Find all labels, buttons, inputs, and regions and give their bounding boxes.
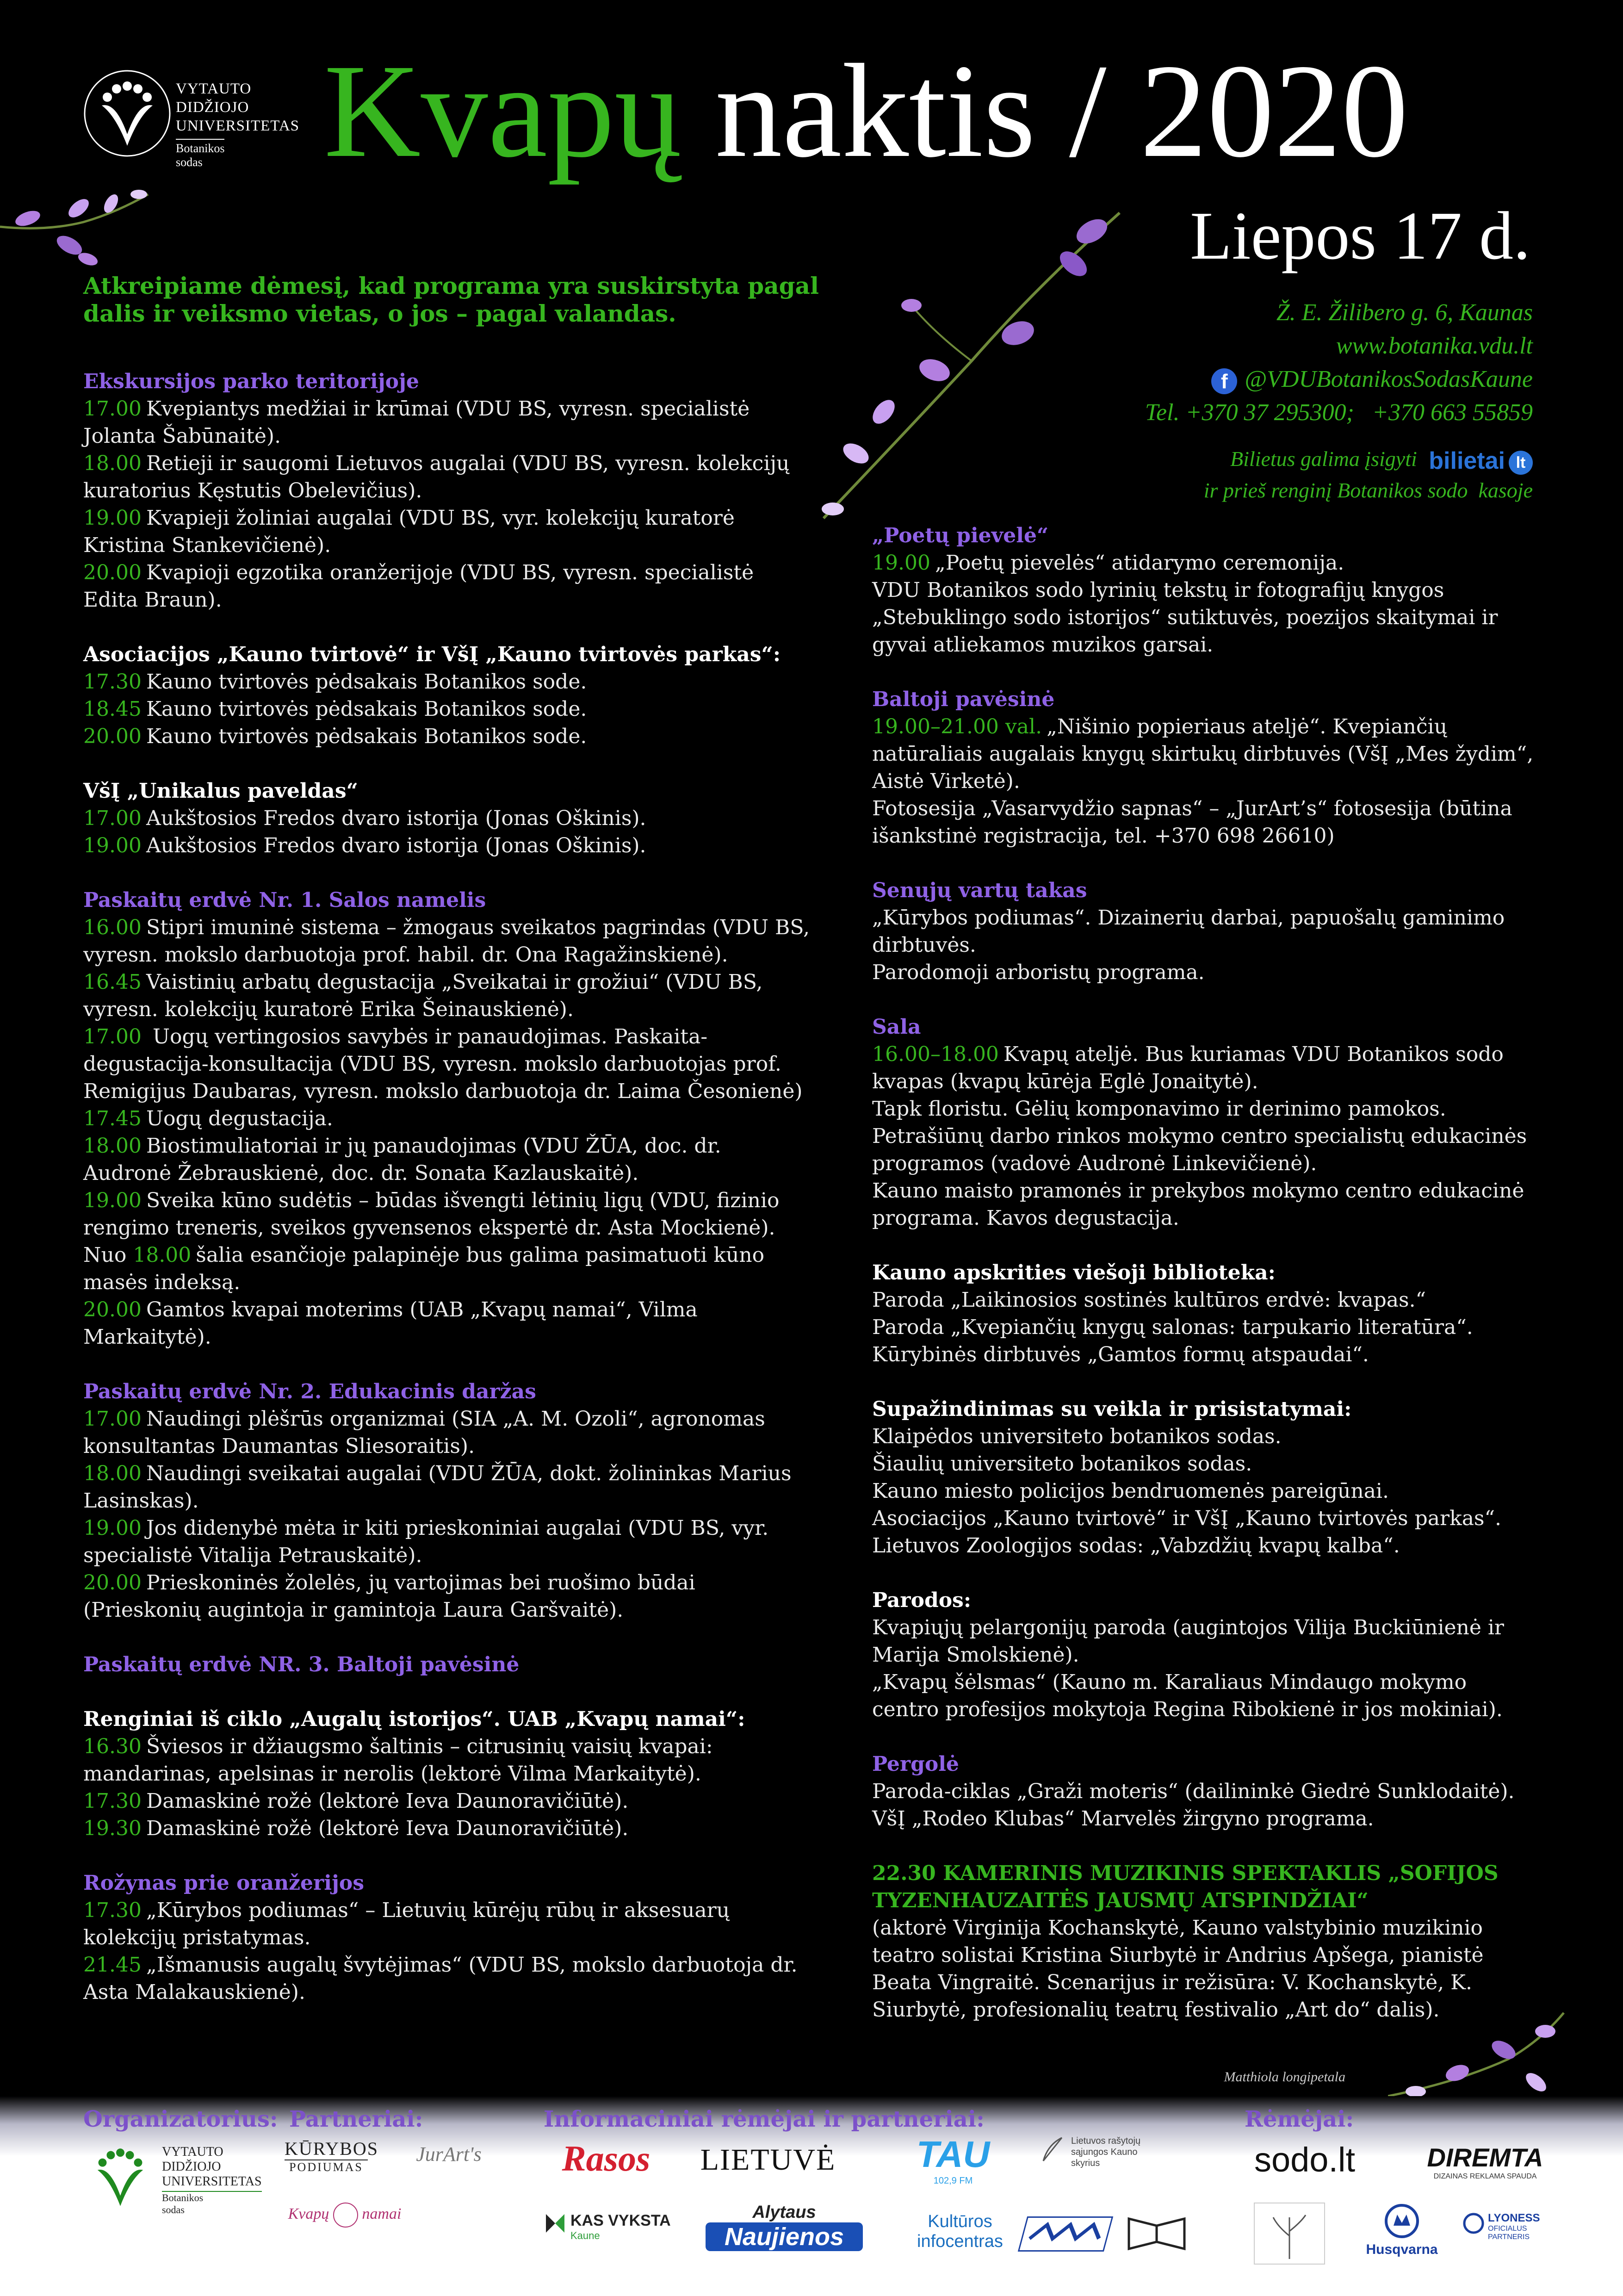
phones: Tel. +370 37 295300; +370 663 55859	[1145, 399, 1533, 426]
program-entry	[83, 1514, 814, 1569]
entry-time: 21.45	[83, 1953, 142, 1977]
entry-text: Petrašiūnų darbo rinkos mokymo centro specialistų edukacinės programos (vadovė Audronė Linkevičienė).	[872, 1124, 1527, 1175]
entry-time: 20.00	[83, 561, 142, 584]
alytaus-naujienos-logo[interactable]	[706, 2203, 863, 2251]
entry-time: 19.00	[83, 1516, 142, 1540]
section-title: Baltoji pavėsinė	[872, 688, 1055, 711]
entry-time: 16.45	[83, 970, 142, 994]
entry-time: 17.00	[83, 397, 142, 421]
program-section	[83, 1651, 814, 1678]
program-section	[83, 1378, 814, 1624]
program-entry	[872, 549, 1534, 577]
tau-text: TAU	[916, 2134, 990, 2175]
lyoness-text: LYONESS	[1488, 2212, 1540, 2224]
entry-time: 17.30	[83, 670, 142, 694]
media-partner-mvi-logo[interactable]	[1018, 2216, 1113, 2252]
lyoness-sub: OFICIALUS PARTNERIS	[1488, 2225, 1530, 2241]
program-notice: Atkreipiame dėmesį, kad programa yra suskirstyta pagal dalis ir veiksmo vietas, o jos – pagal valandas.	[83, 272, 819, 327]
program-section	[83, 1706, 814, 1842]
section-title: Parodos:	[872, 1589, 972, 1612]
entry-time: 17.00	[83, 807, 142, 830]
rasytoju-text: Lietuvos rašytojų sąjungos Kauno skyrius	[1071, 2136, 1141, 2168]
address: Ž. E. Žilibero g. 6, Kaunas	[1276, 299, 1533, 326]
entry-text: Biostimuliatoriai ir jų panaudojimas (VDU ŽŪA, doc. dr. Audronė Žebrauskienė, doc. dr. Sonata Kazlauskaitė).	[83, 1134, 721, 1185]
diremta-logo[interactable]	[1416, 2142, 1555, 2181]
bilietai-lt-badge: lt	[1509, 451, 1533, 475]
program-section	[872, 1587, 1534, 1723]
program-entry	[83, 668, 814, 695]
program-entry	[83, 559, 814, 614]
organizer-label: Organizatorius:	[83, 2106, 278, 2132]
partners-label: Partneriai:	[289, 2106, 423, 2132]
organizer-logo[interactable]	[81, 2138, 275, 2230]
section-title: Supažindinimas su veikla ir prisistatymai:	[872, 1397, 1352, 1421]
vdu-footer-emblem-icon	[81, 2138, 160, 2216]
entry-text: „Išmanusis augalų švytėjimas“ (VDU BS, mokslo darbuotoja dr. Asta Malakauskienė).	[83, 1953, 798, 2004]
kas-vyksta-icon	[544, 2212, 567, 2235]
rasytoju-sajunga-logo[interactable]	[1039, 2135, 1159, 2169]
page-title	[324, 37, 1408, 185]
org-line-3: UNIVERSITETAS	[162, 2174, 262, 2189]
jurarts-logo[interactable]: JurArt's	[416, 2143, 482, 2166]
entry-text: Asociacijos „Kauno tvirtovė“ ir VšĮ „Kauno tvirtovės parkas“.	[872, 1507, 1501, 1530]
entry-time: 17.00	[83, 1407, 142, 1431]
logo-line-2: DIDŽIOJO	[176, 99, 249, 116]
entry-time: 17.30	[83, 1899, 142, 1922]
program-entry	[83, 1187, 814, 1241]
entry-text: Kauno maisto pramonės ir prekybos mokymo centro edukacinė programa. Kavos degustacija.	[872, 1179, 1524, 1230]
section-title: Renginiai iš ciklo „Augalų istorijos“. UAB „Kvapų namai“:	[83, 1707, 745, 1731]
program-entry	[83, 1733, 814, 1787]
kvapu-text: Kvapų	[288, 2205, 329, 2222]
program-entry	[83, 1023, 814, 1105]
program-section	[872, 1396, 1534, 1559]
program-entry	[83, 1897, 814, 1951]
entry-text: „Kūrybos podiumas“ – Lietuvių kūrėjų rūbų ir aksesuarų kolekcijų pristatymas.	[83, 1899, 730, 1949]
entry-text: Kvapiųjų pelargonijų paroda (augintojos Vilija Buckiūnienė ir Marija Smolskienė).	[872, 1616, 1504, 1667]
program-entry	[872, 1505, 1534, 1532]
lyoness-logo[interactable]	[1462, 2212, 1555, 2241]
kaune-text: Kaune	[570, 2230, 600, 2241]
diremta-text: DIREMTA	[1427, 2143, 1543, 2172]
vdu-logo	[83, 69, 315, 169]
entry-time: 19.00	[83, 506, 142, 530]
logo-line-1: VYTAUTO	[176, 81, 252, 97]
sodo-lt-logo[interactable]: sodo.lt	[1254, 2141, 1356, 2179]
program-section	[872, 877, 1534, 986]
namai-text: namai	[362, 2205, 402, 2222]
entry-time: 17.00	[83, 1025, 142, 1049]
program-entry	[872, 1532, 1534, 1559]
program-entry	[83, 1569, 814, 1624]
program-entry	[83, 1787, 814, 1815]
entry-text: Kvapioji egzotika oranžerijoje (VDU BS, vyresn. specialistė Edita Braun).	[83, 561, 754, 612]
flower-sprig-center-icon	[796, 194, 1147, 527]
section-title: Ekskursijos parko teritorijoje	[83, 370, 419, 393]
entry-time: 16.00	[83, 916, 142, 939]
section-title: Kauno apskrities viešoji biblioteka:	[872, 1261, 1276, 1285]
section-title: Paskaitų erdvė Nr. 2. Edukacinis daržas	[83, 1380, 536, 1403]
program-entry	[83, 805, 814, 832]
lyoness-icon	[1462, 2212, 1485, 2235]
naujienos-text: Naujienos	[706, 2222, 863, 2251]
entry-time: 17.45	[83, 1107, 142, 1130]
entry-text: Paroda „Kvepiančių knygų salonas: tarpukario literatūra“.	[872, 1316, 1473, 1339]
org-line-5: sodas	[162, 2204, 185, 2215]
program-section	[872, 1750, 1534, 1832]
program-entry	[872, 1177, 1534, 1232]
sponsors-label: Rėmėjai:	[1245, 2106, 1354, 2132]
section-title: Rožynas prie oranžerijos	[83, 1871, 364, 1895]
plant-icon	[1255, 2203, 1324, 2264]
entry-time: 20.00	[83, 1298, 142, 1322]
org-line-2: DIDŽIOJO	[162, 2159, 221, 2174]
entry-text: šalia esančioje palapinėje bus galima pasimatuoti kūno masės indeksą.	[83, 1243, 765, 1294]
entry-text: Klaipėdos universiteto botanikos sodas.	[872, 1425, 1282, 1448]
program-entry	[872, 1041, 1534, 1095]
event-date: Liepos 17 d.	[1190, 198, 1530, 274]
infocentras-text: infocentras	[917, 2232, 1003, 2251]
program-entry	[83, 450, 814, 504]
kas-vyksta-text: KAS VYKSTA	[570, 2212, 671, 2229]
section-title: 22.30 KAMERINIS MUZIKINIS SPEKTAKLIS „SOFIJOS TYZENHAUZAITĖS JAUSMŲ ATSPINDŽIAI“	[872, 1862, 1499, 1912]
program-entry	[83, 968, 814, 1023]
entry-text: Fotosesija „Vasarvydžio sapnas“ – „JurArt’s“ fotosesija (būtina išankstinė registracija, tel. +370 698 26610)	[872, 797, 1512, 848]
program-section	[83, 641, 814, 750]
entry-time: 18.45	[83, 697, 142, 721]
program-entry	[872, 577, 1534, 658]
program-section	[872, 522, 1534, 658]
program-entry	[83, 1815, 814, 1842]
program-entry	[872, 1341, 1534, 1368]
media-partners-label: Informaciniai rėmėjai ir partneriai:	[544, 2106, 985, 2132]
entry-time: 18.00	[133, 1243, 192, 1267]
kulturos-infocentras-logo[interactable]	[900, 2212, 1020, 2252]
entry-time: 19.00	[83, 834, 142, 857]
entry-text: Kvepiantys medžiai ir krūmai (VDU BS, vyresn. specialistė Jolanta Šabūnaitė).	[83, 397, 750, 448]
section-title: VšĮ „Unikalus paveldas“	[83, 779, 358, 803]
section-title: Asociacijos „Kauno tvirtovė“ ir VšĮ „Kauno tvirtovės parkas“:	[83, 643, 781, 666]
program-entry	[83, 1105, 814, 1132]
entry-text: Šviesos ir džiaugsmo šaltinis – citrusinių vaisių kvapai: mandarinas, apelsinas ir nerolis (lektorė Vilma Markaitytė).	[83, 1735, 713, 1786]
program-entry	[83, 723, 814, 750]
entry-text: Damaskinė rožė (lektorė Ieva Daunoravičiūtė).	[146, 1817, 629, 1840]
husqvarna-logo[interactable]	[1351, 2203, 1453, 2258]
bilietai-brand: bilietai	[1429, 447, 1505, 475]
lietuve-logo[interactable]: LIETUVĖ	[700, 2143, 836, 2177]
program-entry	[872, 959, 1534, 986]
logo-sub-1: Botanikos	[176, 142, 225, 155]
program-entry	[872, 1095, 1534, 1123]
program-section	[872, 686, 1534, 850]
program-entry	[83, 1460, 814, 1514]
entry-time: 19.30	[83, 1817, 142, 1840]
program-section	[83, 887, 814, 1351]
section-title: Paskaitų erdvė NR. 3. Baltoji pavėsinė	[83, 1653, 520, 1676]
entry-text: Kvapų ateljė. Bus kuriamas VDU Botanikos sodo kvapas (kvapų kūrėja Eglė Jonaitytė).	[872, 1043, 1504, 1093]
entry-text: „Kūrybos podiumas“. Dizainerių darbai, papuošalų gaminimo dirbtuvės.	[872, 906, 1505, 957]
program-entry	[83, 1132, 814, 1187]
entry-time: 16.00–18.00	[872, 1043, 999, 1066]
podiumas-text: PODIUMAS	[285, 2159, 368, 2174]
entry-prefix: Nuo	[83, 1243, 133, 1267]
website-link[interactable]: www.botanika.vdu.lt	[1336, 333, 1533, 359]
entry-text: Kauno tvirtovės pėdsakais Botanikos sode.	[146, 697, 587, 721]
program-entry	[83, 1951, 814, 2006]
program-entry	[872, 1286, 1534, 1314]
entry-time: 17.30	[83, 1789, 142, 1813]
section-title: Senųjų vartų takas	[872, 879, 1087, 902]
flower-sprig-left-icon	[0, 176, 153, 282]
entry-text: Damaskinė rožė (lektorė Ieva Daunoravičiūtė).	[146, 1789, 629, 1813]
program-entry	[872, 1450, 1534, 1477]
kvapu-namai-logo[interactable]	[285, 2203, 405, 2228]
entry-time: 19.00	[83, 1189, 142, 1212]
entry-time: 18.00	[83, 452, 142, 475]
entry-text: (aktorė Virginija Kochanskytė, Kauno valstybinio muzikinio teatro solistai Kristina Siurbytė ir Andrius Apšega, pianistė Beata Vingraitė. Scenarijus ir režisūra: V. Kochanskytė, K. Siurbytė, profesionalių teatrų festivalio „Art do“ dalis).	[872, 1916, 1484, 2022]
entry-text: Kauno tvirtovės pėdsakais Botanikos sode.	[146, 670, 587, 694]
entry-text: „Poetų pievelės“ atidarymo ceremonija.	[935, 551, 1344, 575]
program-section	[872, 1013, 1534, 1232]
tau-frequency: 102,9 FM	[933, 2176, 973, 2186]
alytaus-text: Alytaus	[752, 2203, 816, 2222]
entry-time: 19.00–21.00 val.	[872, 715, 1042, 738]
program-entry	[872, 1614, 1534, 1669]
entry-time: 20.00	[83, 725, 142, 748]
kurybos-podiumas-logo[interactable]	[285, 2138, 378, 2174]
diremta-sub: DIZAINAS REKLAMA SPAUDA	[1433, 2172, 1537, 2180]
media-partner-book-logo[interactable]	[1124, 2212, 1189, 2253]
program-section	[83, 777, 814, 859]
section-title: Sala	[872, 1015, 921, 1039]
entry-text: Paroda „Laikinosios sostinės kultūros erdvė: kvapas.“	[872, 1288, 1426, 1312]
flower-caption: Matthiola longipetala	[1224, 2069, 1345, 2085]
program-entry	[83, 1405, 814, 1460]
entry-time: 20.00	[83, 1571, 142, 1595]
facebook-icon: f	[1211, 368, 1237, 394]
program-entry	[872, 904, 1534, 959]
entry-text: Uogų vertingosios savybės ir panaudojimas. Paskaita-degustacija-konsultacija (VDU BS, vyresn. mokslo darbuotojas prof. Remigijus Daubaras, vyresn. mokslo darbuotoja dr. Laima Česonienė)	[83, 1025, 803, 1103]
program-column-left	[83, 368, 814, 2033]
entry-text: Jos didenybė mėta ir kiti prieskoniniai augalai (VDU BS, vyr. specialistė Vitalija Petrauskaitė).	[83, 1516, 769, 1567]
logo-line-3: UNIVERSITETAS	[176, 118, 300, 134]
entry-text: Tapk floristu. Gėlių komponavimo ir derinimo pamokos.	[872, 1097, 1446, 1121]
rasos-logo[interactable]: Rasos	[562, 2138, 650, 2178]
logo-sub-2: sodas	[176, 155, 203, 169]
entry-text: Retieji ir saugomi Lietuvos augalai (VDU BS, vyresn. kolekcijų kuratorius Kęstutis Obelevičius).	[83, 452, 790, 503]
entry-time: 18.00	[83, 1134, 142, 1158]
entry-time: 18.00	[83, 1462, 142, 1485]
program-entry	[83, 695, 814, 723]
tickets-line-2: ir prieš renginį Botanikos sodo kasoje	[1203, 478, 1533, 503]
entry-text: VšĮ „Rodeo Klubas“ Marvelės žirgyno programa.	[872, 1807, 1374, 1831]
title-green: Kvapų	[324, 37, 682, 185]
program-entry	[83, 914, 814, 968]
program-entry	[872, 1805, 1534, 1832]
facebook-handle: @VDUBotanikosSodasKaune	[1245, 366, 1533, 392]
entry-time: 19.00	[872, 551, 930, 575]
sponsor-garden-logo[interactable]	[1254, 2203, 1325, 2265]
kulturos-text: Kultūros	[928, 2212, 992, 2231]
wave-icon	[1023, 2218, 1109, 2246]
section-title: „Poetų pievelė“	[872, 524, 1049, 547]
tickets-line-1: Bilietus galima įsigyti	[1230, 447, 1417, 471]
program-entry	[872, 1123, 1534, 1177]
entry-text: Kauno tvirtovės pėdsakais Botanikos sode.	[146, 725, 587, 748]
vdu-emblem-icon	[83, 69, 171, 157]
entry-text: Kvapieji žoliniai augalai (VDU BS, vyr. kolekcijų kuratorė Kristina Stankevičienė).	[83, 506, 735, 557]
program-entry	[872, 1778, 1534, 1805]
entry-text: Naudingi plėšrūs organizmai (SIA „A. M. Ozoli“, agronomas konsultantas Daumantas Sliesoraitis).	[83, 1407, 765, 1458]
husqvarna-text: Husqvarna	[1366, 2242, 1438, 2257]
husqvarna-crown-icon	[1383, 2203, 1420, 2240]
tau-fm-logo[interactable]	[893, 2133, 1013, 2186]
program-section	[83, 1869, 814, 2006]
bilietai-logo[interactable]	[1429, 446, 1533, 476]
program-section	[872, 1860, 1534, 2023]
program-entry	[872, 1669, 1534, 1723]
program-entry	[872, 1914, 1534, 2023]
org-line-4: Botanikos	[162, 2192, 204, 2203]
entry-text: Uogų degustacija.	[146, 1107, 333, 1130]
program-entry	[83, 1241, 814, 1296]
program-entry	[83, 832, 814, 859]
entry-text: Prieskoninės žolelės, jų vartojimas bei ruošimo būdai (Prieskonių augintoja ir gamintoja Laura Garšvaitė).	[83, 1571, 695, 1622]
program-column-right	[872, 522, 1534, 2051]
program-entry	[872, 1314, 1534, 1341]
entry-text: Stipri imuninė sistema – žmogaus sveikatos pagrindas (VDU BS, vyresn. mokslo darbuotoja prof. habil. dr. Ona Ragažinskienė).	[83, 916, 810, 967]
entry-time: 16.30	[83, 1735, 142, 1758]
program-entry	[83, 395, 814, 450]
entry-text: Šiaulių universiteto botanikos sodas.	[872, 1452, 1252, 1476]
entry-text: VDU Botanikos sodo lyrinių tekstų ir fotografijų knygos „Stebuklingo sodo istorijos“ sutiktuvės, poezijos skaitymai ir gyvai atliekamos muzikos garsai.	[872, 578, 1498, 657]
title-white: naktis / 2020	[715, 37, 1408, 185]
program-entry	[872, 1423, 1534, 1450]
quill-icon	[1039, 2135, 1066, 2163]
program-section	[83, 368, 814, 614]
entry-text: Naudingi sveikatai augalai (VDU ŽŪA, dokt. žolininkas Marius Lasinskas).	[83, 1462, 792, 1513]
entry-text: Kauno miesto policijos bendruomenės pareigūnai.	[872, 1479, 1389, 1503]
entry-text: Aukštosios Fredos dvaro istorija (Jonas Oškinis).	[146, 834, 646, 857]
program-entry	[872, 795, 1534, 850]
program-entry	[83, 1296, 814, 1351]
entry-text: Kūrybinės dirbtuvės „Gamtos formų atspaudai“.	[872, 1343, 1369, 1366]
org-line-1: VYTAUTO	[162, 2145, 223, 2159]
entry-text: Lietuvos Zoologijos sodas: „Vabzdžių kvapų kalba“.	[872, 1534, 1400, 1558]
program-entry	[83, 504, 814, 559]
book-icon	[1124, 2212, 1189, 2253]
entry-text: Vaistinių arbatų degustacija „Sveikatai ir grožiui“ (VDU BS, vyresn. kolekcijų kuratorė Erika Šeinauskienė).	[83, 970, 763, 1021]
section-title: Paskaitų erdvė Nr. 1. Salos namelis	[83, 888, 486, 912]
entry-text: „Nišinio popieriaus ateljė“. Kvepiančių natūraliais augalais knygų skirtukų dirbtuvės (VšĮ „Mes žydim“, Aistė Virketė).	[872, 715, 1534, 793]
kvapu-namai-emblem-icon	[333, 2203, 358, 2228]
kurybos-text: KŪRYBOS	[285, 2138, 378, 2159]
section-title: Pergolė	[872, 1752, 959, 1776]
entry-text: Gamtos kvapai moterims (UAB „Kvapų namai“, Vilma Markaitytė).	[83, 1298, 698, 1349]
program-entry	[872, 1477, 1534, 1505]
entry-text: „Kvapų šėlsmas“ (Kauno m. Karaliaus Mindaugo mokymo centro profesijos mokytoja Regina Ribokienė ir jos mokiniai).	[872, 1670, 1503, 1721]
program-entry	[872, 713, 1534, 795]
entry-text: Paroda-ciklas „Graži moteris“ (dailininkė Giedrė Sunklodaitė).	[872, 1780, 1515, 1803]
program-section	[872, 1259, 1534, 1368]
entry-text: Aukštosios Fredos dvaro istorija (Jonas Oškinis).	[146, 807, 646, 830]
entry-text: Sveika kūno sudėtis – būdas išvengti lėtinių ligų (VDU, fizinio rengimo treneris, sveikos gyvensenos ekspertė dr. Asta Mockienė).	[83, 1189, 780, 1240]
entry-text: Parodomoji arboristų programa.	[872, 961, 1205, 984]
kas-vyksta-logo[interactable]	[544, 2212, 673, 2242]
